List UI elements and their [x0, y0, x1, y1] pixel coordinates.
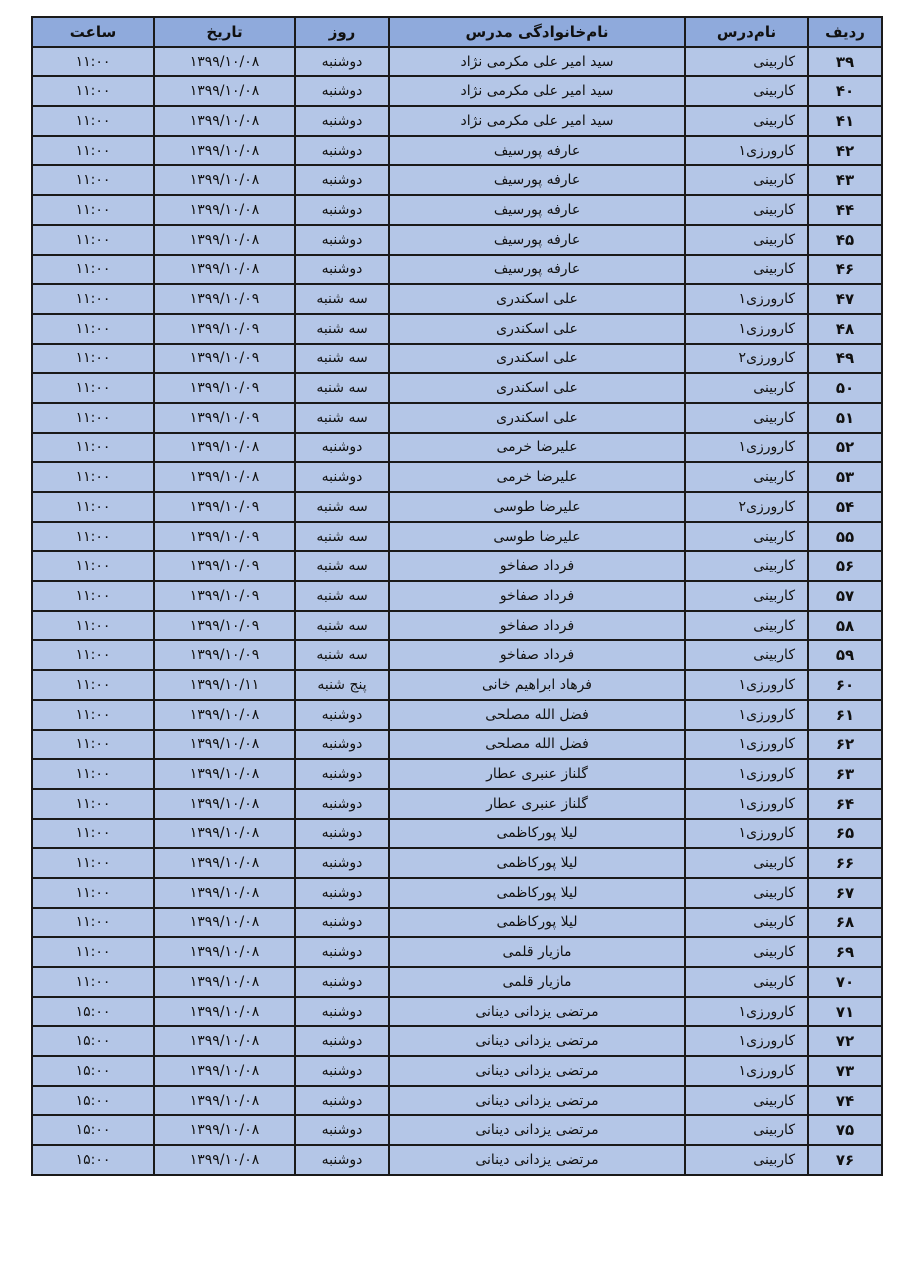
cell-teacher-name: لیلا پورکاظمی [389, 878, 685, 908]
cell-teacher-name: علی اسکندری [389, 344, 685, 374]
cell-time: ۱۱:۰۰ [32, 403, 154, 433]
cell-teacher-name: علی اسکندری [389, 314, 685, 344]
cell-day: دوشنبه [295, 47, 389, 77]
cell-course-name: کاربینی [685, 373, 808, 403]
cell-day: دوشنبه [295, 700, 389, 730]
cell-row-number: ۴۳ [808, 165, 882, 195]
table-row [32, 937, 882, 967]
cell-course-name: کارورزی۱ [685, 759, 808, 789]
header-time: ساعت [32, 17, 154, 47]
cell-teacher-name: علی اسکندری [389, 403, 685, 433]
cell-course-name: کاربینی [685, 937, 808, 967]
header-date: تاریخ [154, 17, 295, 47]
cell-date: ۱۳۹۹/۱۰/۰۸ [154, 789, 295, 819]
cell-course-name: کارورزی۱ [685, 997, 808, 1027]
cell-row-number: ۴۸ [808, 314, 882, 344]
cell-date: ۱۳۹۹/۱۰/۰۸ [154, 1086, 295, 1116]
cell-course-name: کاربینی [685, 908, 808, 938]
cell-time: ۱۱:۰۰ [32, 581, 154, 611]
table-row [32, 670, 882, 700]
cell-time: ۱۱:۰۰ [32, 789, 154, 819]
cell-teacher-name: عارفه پورسیف [389, 165, 685, 195]
cell-date: ۱۳۹۹/۱۰/۰۹ [154, 284, 295, 314]
cell-date: ۱۳۹۹/۱۰/۰۸ [154, 700, 295, 730]
cell-day: سه شنبه [295, 344, 389, 374]
cell-date: ۱۳۹۹/۱۰/۰۹ [154, 492, 295, 522]
cell-date: ۱۳۹۹/۱۰/۰۸ [154, 462, 295, 492]
cell-day: سه شنبه [295, 611, 389, 641]
cell-date: ۱۳۹۹/۱۰/۰۸ [154, 195, 295, 225]
cell-course-name: کارورزی۱ [685, 314, 808, 344]
cell-course-name: کاربینی [685, 640, 808, 670]
cell-time: ۱۱:۰۰ [32, 195, 154, 225]
cell-time: ۱۱:۰۰ [32, 878, 154, 908]
cell-day: دوشنبه [295, 1145, 389, 1175]
cell-teacher-name: مازیار قلمی [389, 967, 685, 997]
cell-time: ۱۱:۰۰ [32, 908, 154, 938]
cell-row-number: ۳۹ [808, 47, 882, 77]
cell-date: ۱۳۹۹/۱۰/۰۹ [154, 581, 295, 611]
cell-row-number: ۶۶ [808, 848, 882, 878]
cell-date: ۱۳۹۹/۱۰/۰۸ [154, 255, 295, 285]
cell-course-name: کارورزی۲ [685, 344, 808, 374]
cell-course-name: کاربینی [685, 403, 808, 433]
cell-row-number: ۵۳ [808, 462, 882, 492]
table-row [32, 255, 882, 285]
cell-teacher-name: فرداد صفاخو [389, 551, 685, 581]
cell-day: دوشنبه [295, 848, 389, 878]
cell-teacher-name: علی اسکندری [389, 284, 685, 314]
cell-time: ۱۱:۰۰ [32, 759, 154, 789]
cell-teacher-name: مرتضی یزدانی دینانی [389, 1026, 685, 1056]
cell-teacher-name: سید امیر علی مکرمی نژاد [389, 106, 685, 136]
cell-course-name: کاربینی [685, 1145, 808, 1175]
table-row [32, 284, 882, 314]
cell-time: ۱۵:۰۰ [32, 1115, 154, 1145]
cell-teacher-name: علیرضا طوسی [389, 522, 685, 552]
cell-course-name: کاربینی [685, 106, 808, 136]
cell-time: ۱۱:۰۰ [32, 730, 154, 760]
cell-day: دوشنبه [295, 1026, 389, 1056]
table-row [32, 373, 882, 403]
cell-time: ۱۵:۰۰ [32, 997, 154, 1027]
cell-course-name: کاربینی [685, 195, 808, 225]
cell-row-number: ۵۵ [808, 522, 882, 552]
cell-teacher-name: گلناز عنبری عطار [389, 789, 685, 819]
cell-course-name: کارورزی۱ [685, 730, 808, 760]
cell-time: ۱۱:۰۰ [32, 640, 154, 670]
cell-day: دوشنبه [295, 789, 389, 819]
table-row [32, 581, 882, 611]
cell-date: ۱۳۹۹/۱۰/۰۸ [154, 937, 295, 967]
table-row [32, 76, 882, 106]
cell-row-number: ۴۱ [808, 106, 882, 136]
cell-date: ۱۳۹۹/۱۰/۰۸ [154, 878, 295, 908]
cell-row-number: ۶۳ [808, 759, 882, 789]
cell-time: ۱۱:۰۰ [32, 284, 154, 314]
cell-date: ۱۳۹۹/۱۰/۰۹ [154, 373, 295, 403]
cell-time: ۱۵:۰۰ [32, 1056, 154, 1086]
cell-row-number: ۵۸ [808, 611, 882, 641]
cell-course-name: کارورزی۱ [685, 136, 808, 166]
cell-date: ۱۳۹۹/۱۰/۰۸ [154, 759, 295, 789]
cell-teacher-name: مرتضی یزدانی دینانی [389, 1056, 685, 1086]
cell-row-number: ۶۵ [808, 819, 882, 849]
cell-day: دوشنبه [295, 165, 389, 195]
cell-day: دوشنبه [295, 225, 389, 255]
table-row [32, 1115, 882, 1145]
cell-row-number: ۴۰ [808, 76, 882, 106]
cell-time: ۱۱:۰۰ [32, 551, 154, 581]
table-row [32, 1086, 882, 1116]
cell-course-name: کاربینی [685, 878, 808, 908]
cell-teacher-name: فضل الله مصلحی [389, 730, 685, 760]
cell-row-number: ۷۰ [808, 967, 882, 997]
cell-row-number: ۴۷ [808, 284, 882, 314]
cell-teacher-name: فرداد صفاخو [389, 611, 685, 641]
table-body [32, 47, 882, 1175]
cell-date: ۱۳۹۹/۱۰/۰۹ [154, 344, 295, 374]
cell-teacher-name: مازیار قلمی [389, 937, 685, 967]
cell-day: دوشنبه [295, 759, 389, 789]
cell-course-name: کاربینی [685, 551, 808, 581]
cell-day: دوشنبه [295, 937, 389, 967]
header-row [32, 17, 882, 47]
cell-course-name: کارورزی۱ [685, 670, 808, 700]
table-row [32, 997, 882, 1027]
cell-course-name: کارورزی۱ [685, 789, 808, 819]
cell-date: ۱۳۹۹/۱۰/۰۸ [154, 908, 295, 938]
cell-date: ۱۳۹۹/۱۰/۰۹ [154, 611, 295, 641]
cell-day: دوشنبه [295, 255, 389, 285]
cell-day: دوشنبه [295, 136, 389, 166]
cell-course-name: کاربینی [685, 581, 808, 611]
cell-date: ۱۳۹۹/۱۰/۰۸ [154, 106, 295, 136]
table-row [32, 165, 882, 195]
cell-time: ۱۱:۰۰ [32, 611, 154, 641]
cell-day: سه شنبه [295, 522, 389, 552]
cell-teacher-name: مرتضی یزدانی دینانی [389, 997, 685, 1027]
cell-teacher-name: عارفه پورسیف [389, 195, 685, 225]
table-row [32, 522, 882, 552]
cell-day: پنج شنبه [295, 670, 389, 700]
cell-time: ۱۱:۰۰ [32, 344, 154, 374]
table-row [32, 225, 882, 255]
cell-time: ۱۱:۰۰ [32, 848, 154, 878]
cell-teacher-name: سید امیر علی مکرمی نژاد [389, 76, 685, 106]
cell-day: سه شنبه [295, 492, 389, 522]
header-teacher-name: نام‌خانوادگی مدرس [389, 17, 685, 47]
cell-date: ۱۳۹۹/۱۰/۰۸ [154, 967, 295, 997]
cell-time: ۱۱:۰۰ [32, 47, 154, 77]
cell-row-number: ۴۵ [808, 225, 882, 255]
cell-teacher-name: لیلا پورکاظمی [389, 848, 685, 878]
table-row [32, 136, 882, 166]
table-row [32, 730, 882, 760]
cell-course-name: کاربینی [685, 462, 808, 492]
cell-row-number: ۷۶ [808, 1145, 882, 1175]
cell-course-name: کارورزی۱ [685, 1056, 808, 1086]
cell-row-number: ۷۳ [808, 1056, 882, 1086]
cell-day: دوشنبه [295, 195, 389, 225]
cell-date: ۱۳۹۹/۱۰/۰۸ [154, 730, 295, 760]
cell-date: ۱۳۹۹/۱۰/۰۹ [154, 314, 295, 344]
cell-course-name: کاربینی [685, 165, 808, 195]
cell-teacher-name: علیرضا خرمی [389, 462, 685, 492]
table-row [32, 789, 882, 819]
cell-date: ۱۳۹۹/۱۰/۰۸ [154, 225, 295, 255]
cell-teacher-name: علیرضا طوسی [389, 492, 685, 522]
header-course-name: نام‌درس [685, 17, 808, 47]
cell-date: ۱۳۹۹/۱۰/۰۸ [154, 1056, 295, 1086]
cell-row-number: ۶۹ [808, 937, 882, 967]
cell-day: دوشنبه [295, 462, 389, 492]
cell-course-name: کارورزی۱ [685, 433, 808, 463]
cell-date: ۱۳۹۹/۱۰/۰۸ [154, 1026, 295, 1056]
table-row [32, 106, 882, 136]
cell-time: ۱۱:۰۰ [32, 136, 154, 166]
cell-time: ۱۱:۰۰ [32, 670, 154, 700]
cell-row-number: ۵۷ [808, 581, 882, 611]
cell-teacher-name: فرداد صفاخو [389, 640, 685, 670]
cell-course-name: کارورزی۱ [685, 1026, 808, 1056]
cell-time: ۱۱:۰۰ [32, 225, 154, 255]
cell-row-number: ۷۵ [808, 1115, 882, 1145]
cell-day: سه شنبه [295, 640, 389, 670]
cell-day: سه شنبه [295, 373, 389, 403]
cell-day: دوشنبه [295, 967, 389, 997]
cell-row-number: ۶۲ [808, 730, 882, 760]
table-row [32, 908, 882, 938]
cell-time: ۱۱:۰۰ [32, 462, 154, 492]
table-row [32, 878, 882, 908]
cell-day: دوشنبه [295, 1115, 389, 1145]
cell-row-number: ۴۹ [808, 344, 882, 374]
cell-time: ۱۱:۰۰ [32, 106, 154, 136]
cell-teacher-name: مرتضی یزدانی دینانی [389, 1115, 685, 1145]
cell-teacher-name: عارفه پورسیف [389, 255, 685, 285]
cell-row-number: ۶۰ [808, 670, 882, 700]
table-row [32, 611, 882, 641]
table-row [32, 47, 882, 77]
cell-course-name: کاربینی [685, 848, 808, 878]
cell-day: سه شنبه [295, 581, 389, 611]
cell-time: ۱۱:۰۰ [32, 373, 154, 403]
table-row [32, 700, 882, 730]
cell-date: ۱۳۹۹/۱۰/۰۸ [154, 76, 295, 106]
cell-day: دوشنبه [295, 997, 389, 1027]
cell-time: ۱۵:۰۰ [32, 1086, 154, 1116]
header-row-number: ردیف [808, 17, 882, 47]
cell-date: ۱۳۹۹/۱۰/۰۹ [154, 403, 295, 433]
cell-teacher-name: عارفه پورسیف [389, 136, 685, 166]
cell-teacher-name: فضل الله مصلحی [389, 700, 685, 730]
cell-course-name: کاربینی [685, 611, 808, 641]
cell-date: ۱۳۹۹/۱۰/۰۸ [154, 433, 295, 463]
cell-date: ۱۳۹۹/۱۰/۰۸ [154, 1145, 295, 1175]
cell-row-number: ۷۱ [808, 997, 882, 1027]
cell-day: سه شنبه [295, 284, 389, 314]
cell-row-number: ۵۰ [808, 373, 882, 403]
cell-day: دوشنبه [295, 908, 389, 938]
table-row [32, 195, 882, 225]
cell-time: ۱۱:۰۰ [32, 314, 154, 344]
cell-teacher-name: فرداد صفاخو [389, 581, 685, 611]
cell-row-number: ۴۴ [808, 195, 882, 225]
cell-time: ۱۱:۰۰ [32, 967, 154, 997]
cell-day: دوشنبه [295, 106, 389, 136]
cell-row-number: ۶۴ [808, 789, 882, 819]
table-row [32, 403, 882, 433]
table-row [32, 967, 882, 997]
cell-date: ۱۳۹۹/۱۰/۰۸ [154, 165, 295, 195]
cell-day: دوشنبه [295, 730, 389, 760]
cell-row-number: ۶۷ [808, 878, 882, 908]
cell-day: سه شنبه [295, 551, 389, 581]
cell-course-name: کاربینی [685, 47, 808, 77]
table-row [32, 344, 882, 374]
schedule-table [31, 16, 883, 1176]
table-row [32, 551, 882, 581]
cell-day: دوشنبه [295, 433, 389, 463]
table-row [32, 848, 882, 878]
cell-time: ۱۱:۰۰ [32, 700, 154, 730]
cell-course-name: کاربینی [685, 522, 808, 552]
cell-teacher-name: عارفه پورسیف [389, 225, 685, 255]
cell-date: ۱۳۹۹/۱۰/۱۱ [154, 670, 295, 700]
cell-time: ۱۵:۰۰ [32, 1145, 154, 1175]
cell-day: دوشنبه [295, 1056, 389, 1086]
cell-date: ۱۳۹۹/۱۰/۰۸ [154, 997, 295, 1027]
cell-teacher-name: مرتضی یزدانی دینانی [389, 1145, 685, 1175]
cell-day: دوشنبه [295, 76, 389, 106]
cell-day: سه شنبه [295, 314, 389, 344]
cell-course-name: کارورزی۲ [685, 492, 808, 522]
cell-time: ۱۱:۰۰ [32, 819, 154, 849]
cell-time: ۱۱:۰۰ [32, 255, 154, 285]
table-row [32, 433, 882, 463]
cell-day: دوشنبه [295, 1086, 389, 1116]
cell-course-name: کاربینی [685, 967, 808, 997]
cell-row-number: ۴۶ [808, 255, 882, 285]
table-row [32, 759, 882, 789]
cell-course-name: کاربینی [685, 225, 808, 255]
header-day: روز [295, 17, 389, 47]
cell-time: ۱۱:۰۰ [32, 433, 154, 463]
cell-day: دوشنبه [295, 878, 389, 908]
table-row [32, 1056, 882, 1086]
cell-teacher-name: گلناز عنبری عطار [389, 759, 685, 789]
cell-row-number: ۶۱ [808, 700, 882, 730]
cell-teacher-name: علی اسکندری [389, 373, 685, 403]
cell-time: ۱۱:۰۰ [32, 165, 154, 195]
cell-course-name: کاربینی [685, 76, 808, 106]
cell-date: ۱۳۹۹/۱۰/۰۹ [154, 640, 295, 670]
cell-time: ۱۱:۰۰ [32, 937, 154, 967]
table-row [32, 492, 882, 522]
table-header [32, 17, 882, 47]
cell-date: ۱۳۹۹/۱۰/۰۸ [154, 136, 295, 166]
cell-teacher-name: سید امیر علی مکرمی نژاد [389, 47, 685, 77]
table-row [32, 1145, 882, 1175]
cell-row-number: ۶۸ [808, 908, 882, 938]
cell-row-number: ۴۲ [808, 136, 882, 166]
cell-date: ۱۳۹۹/۱۰/۰۸ [154, 848, 295, 878]
cell-date: ۱۳۹۹/۱۰/۰۹ [154, 522, 295, 552]
cell-row-number: ۵۱ [808, 403, 882, 433]
cell-course-name: کاربینی [685, 255, 808, 285]
cell-time: ۱۱:۰۰ [32, 522, 154, 552]
cell-teacher-name: لیلا پورکاظمی [389, 819, 685, 849]
cell-time: ۱۱:۰۰ [32, 76, 154, 106]
cell-course-name: کارورزی۱ [685, 284, 808, 314]
cell-row-number: ۵۴ [808, 492, 882, 522]
cell-teacher-name: فرهاد ابراهیم خانی [389, 670, 685, 700]
cell-time: ۱۵:۰۰ [32, 1026, 154, 1056]
cell-row-number: ۵۲ [808, 433, 882, 463]
cell-course-name: کارورزی۱ [685, 819, 808, 849]
cell-date: ۱۳۹۹/۱۰/۰۸ [154, 819, 295, 849]
cell-teacher-name: علیرضا خرمی [389, 433, 685, 463]
cell-date: ۱۳۹۹/۱۰/۰۸ [154, 47, 295, 77]
cell-course-name: کارورزی۱ [685, 700, 808, 730]
table-row [32, 819, 882, 849]
cell-time: ۱۱:۰۰ [32, 492, 154, 522]
cell-row-number: ۷۴ [808, 1086, 882, 1116]
cell-teacher-name: مرتضی یزدانی دینانی [389, 1086, 685, 1116]
cell-date: ۱۳۹۹/۱۰/۰۹ [154, 551, 295, 581]
cell-day: سه شنبه [295, 403, 389, 433]
cell-teacher-name: لیلا پورکاظمی [389, 908, 685, 938]
table-row [32, 314, 882, 344]
cell-course-name: کاربینی [685, 1115, 808, 1145]
table-row [32, 1026, 882, 1056]
cell-row-number: ۵۶ [808, 551, 882, 581]
cell-row-number: ۵۹ [808, 640, 882, 670]
table-row [32, 462, 882, 492]
cell-row-number: ۷۲ [808, 1026, 882, 1056]
cell-date: ۱۳۹۹/۱۰/۰۸ [154, 1115, 295, 1145]
cell-course-name: کاربینی [685, 1086, 808, 1116]
cell-day: دوشنبه [295, 819, 389, 849]
table-row [32, 640, 882, 670]
